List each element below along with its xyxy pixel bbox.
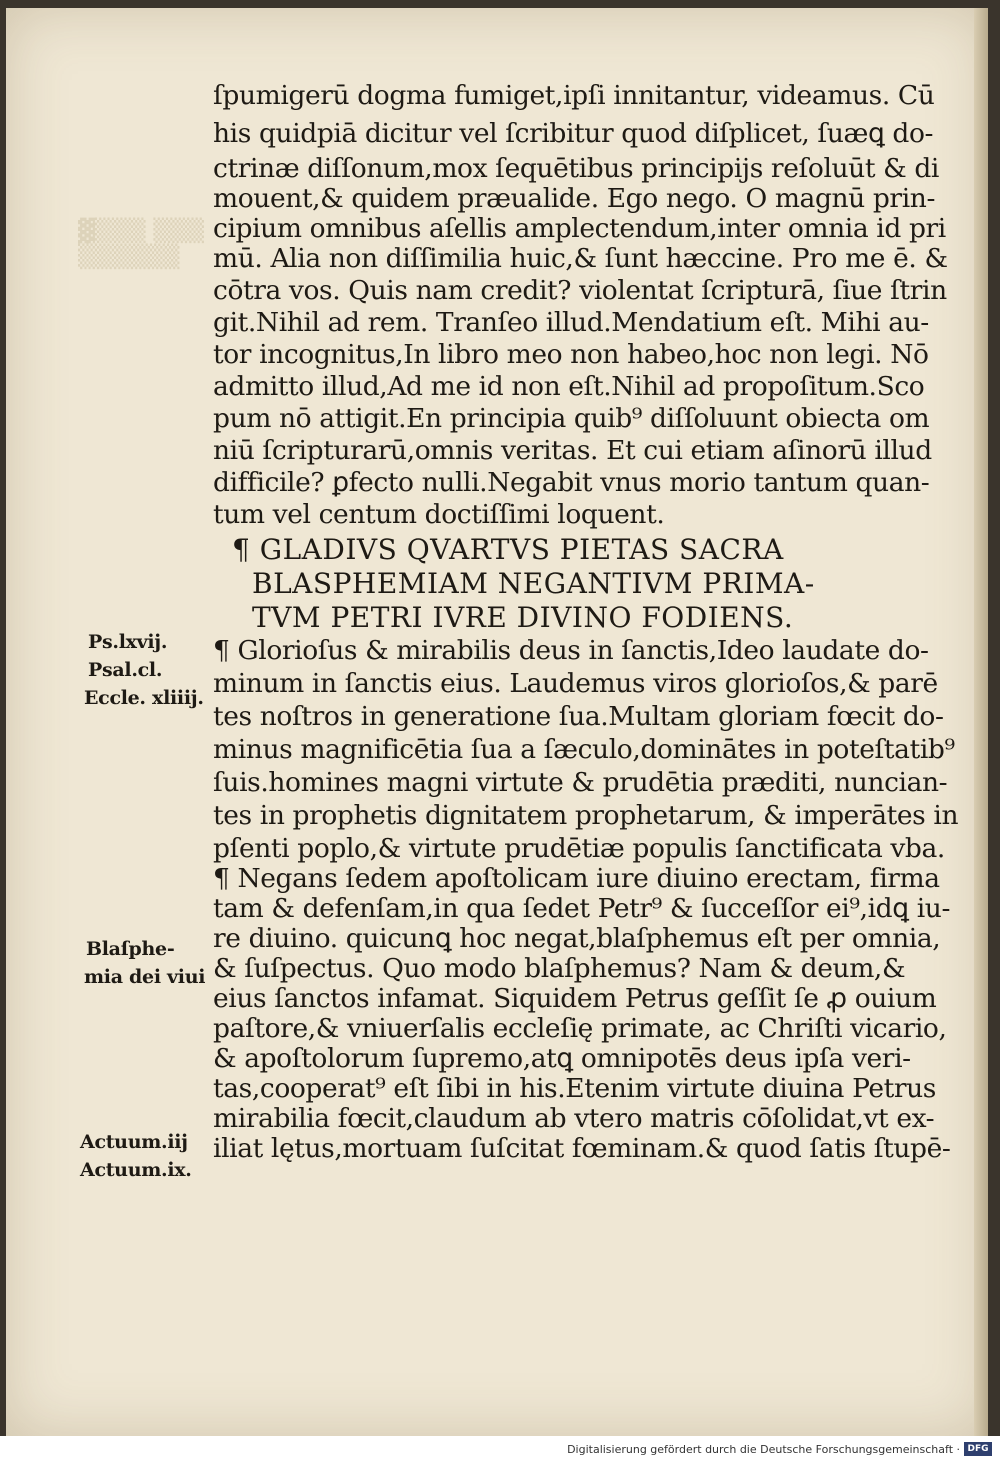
text-line: minum in ſanctis eius. Laudemus viros glorioſos,& parē <box>213 668 938 699</box>
text-line: & apoſtolorum ſupremo,atꝗ omnipotēs deus ipſa veri- <box>213 1043 911 1074</box>
dfg-logo-icon: DFG <box>964 1442 992 1456</box>
section-heading: ¶ GLADIVS QVARTVS PIETAS SACRA <box>232 533 784 566</box>
text-line: cipium omnibus aſellis amplectendum,inter omnia id pri <box>213 213 946 244</box>
text-line: ¶ Glorioſus & mirabilis deus in ſanctis,Ideo laudate do- <box>213 635 929 666</box>
text-line: iliat lętus,mortuam ſuſcitat fœminam.& quod ſatis ſtupē- <box>213 1133 951 1164</box>
text-line: tes noſtros in generatione ſua.Multam gloriam fœcit do- <box>213 701 944 732</box>
footer-bar <box>0 1436 1000 1462</box>
marginal-note: mia dei viui <box>84 966 206 988</box>
text-line: pſenti poplo,& virtute prudētiæ populis ſanctificata vba. <box>213 833 945 864</box>
text-line: mirabilia fœcit,claudum ab vtero matris cōſolidat,vt ex- <box>213 1103 935 1134</box>
text-line: ¶ Negans ſedem apoſtolicam iure diuino erectam, firma <box>213 863 940 894</box>
text-line: ſpumigerū dogma fumiget,ipſi innitantur, videamus. Cū <box>213 80 935 111</box>
text-line: niū ſcripturarū,omnis veritas. Et cui etiam aſinorū illud <box>213 435 932 466</box>
marginal-note: Actuum.iij <box>80 1131 188 1153</box>
section-heading: TVM PETRI IVRE DIVINO FODIENS. <box>252 601 794 634</box>
text-line: tas,cooperat⁹ eſt ſibi in his.Etenim virtute diuina Petrus <box>213 1073 937 1104</box>
marginal-note: Actuum.ix. <box>80 1159 192 1181</box>
text-line: cōtra vos. Quis nam credit? violentat ſcripturā, ſiue ſtrin <box>213 275 947 306</box>
text-line: ctrinæ diſſonum,mox ſequētibus principijs reſoluūt & di <box>213 153 939 184</box>
text-line: git.Nihil ad rem. Tranſeo illud.Mendatium eſt. Mihi au- <box>213 307 929 338</box>
marginal-note: Blaſphe- <box>86 938 175 960</box>
text-line: mouent,& quidem præualide. Ego nego. O magnū prin- <box>213 183 936 214</box>
text-line: tum vel centum doctiſſimi loquent. <box>213 499 665 530</box>
marginal-note: Psal.cl. <box>88 659 163 681</box>
text-line: ſuis.homines magni virtute & prudētia præditi, nuncian- <box>213 767 948 798</box>
text-line: tes in prophetis dignitatem prophetarum, & imperātes in <box>213 800 959 831</box>
text-line: eius ſanctos infamat. Siquidem Petrus geſſit ſe ꝓ ouium <box>213 983 937 1014</box>
text-line: re diuino. quicunꝗ hoc negat,blaſphemus eſt per omnia, <box>213 923 941 954</box>
funding-credit: Digitalisierung gefördert durch die Deutsche Forschungsgemeinschaft · <box>567 1443 960 1456</box>
page-edge <box>974 8 988 1436</box>
marginal-note: Ps.lxvij. <box>88 631 168 653</box>
text-line: minus magnificētia ſua a ſæculo,dominātes in poteſtatib⁹ <box>213 734 955 765</box>
text-line: & ſuſpectus. Quo modo blaſphemus? Nam & deum,& <box>213 953 906 984</box>
text-line: mū. Alia non diſſimilia huic,& ſunt hæccine. Pro me ē. & <box>213 243 948 274</box>
show-through-ink: ▓▒▒▒ ▒▒▒ ▒▒▒▒▒▒ <box>78 218 205 271</box>
book-page <box>6 8 988 1436</box>
section-heading: BLASPHEMIAM NEGANTIVM PRIMA- <box>252 567 815 600</box>
text-line: pum nō attigit.En principia quib⁹ diſſoluunt obiecta om <box>213 403 930 434</box>
text-line: his quidpiā dicitur vel ſcribitur quod diſplicet, ſuæꝗ do- <box>213 118 934 149</box>
text-line: tam & defenſam,in qua ſedet Petr⁹ & ſucceſſor ei⁹,idꝗ iu- <box>213 893 950 924</box>
marginal-note: Eccle. xliiij. <box>84 687 204 709</box>
text-line: difficile? ꝑfecto nulli.Negabit vnus morio tantum quan- <box>213 467 930 498</box>
text-line: admitto illud,Ad me id non eſt.Nihil ad propoſitum.Sco <box>213 371 925 402</box>
text-line: tor incognitus,In libro meo non habeo,hoc non legi. Nō <box>213 339 929 370</box>
text-line: paſtore,& vniuerſalis eccleſię primate, ac Chriſti vicario, <box>213 1013 947 1044</box>
